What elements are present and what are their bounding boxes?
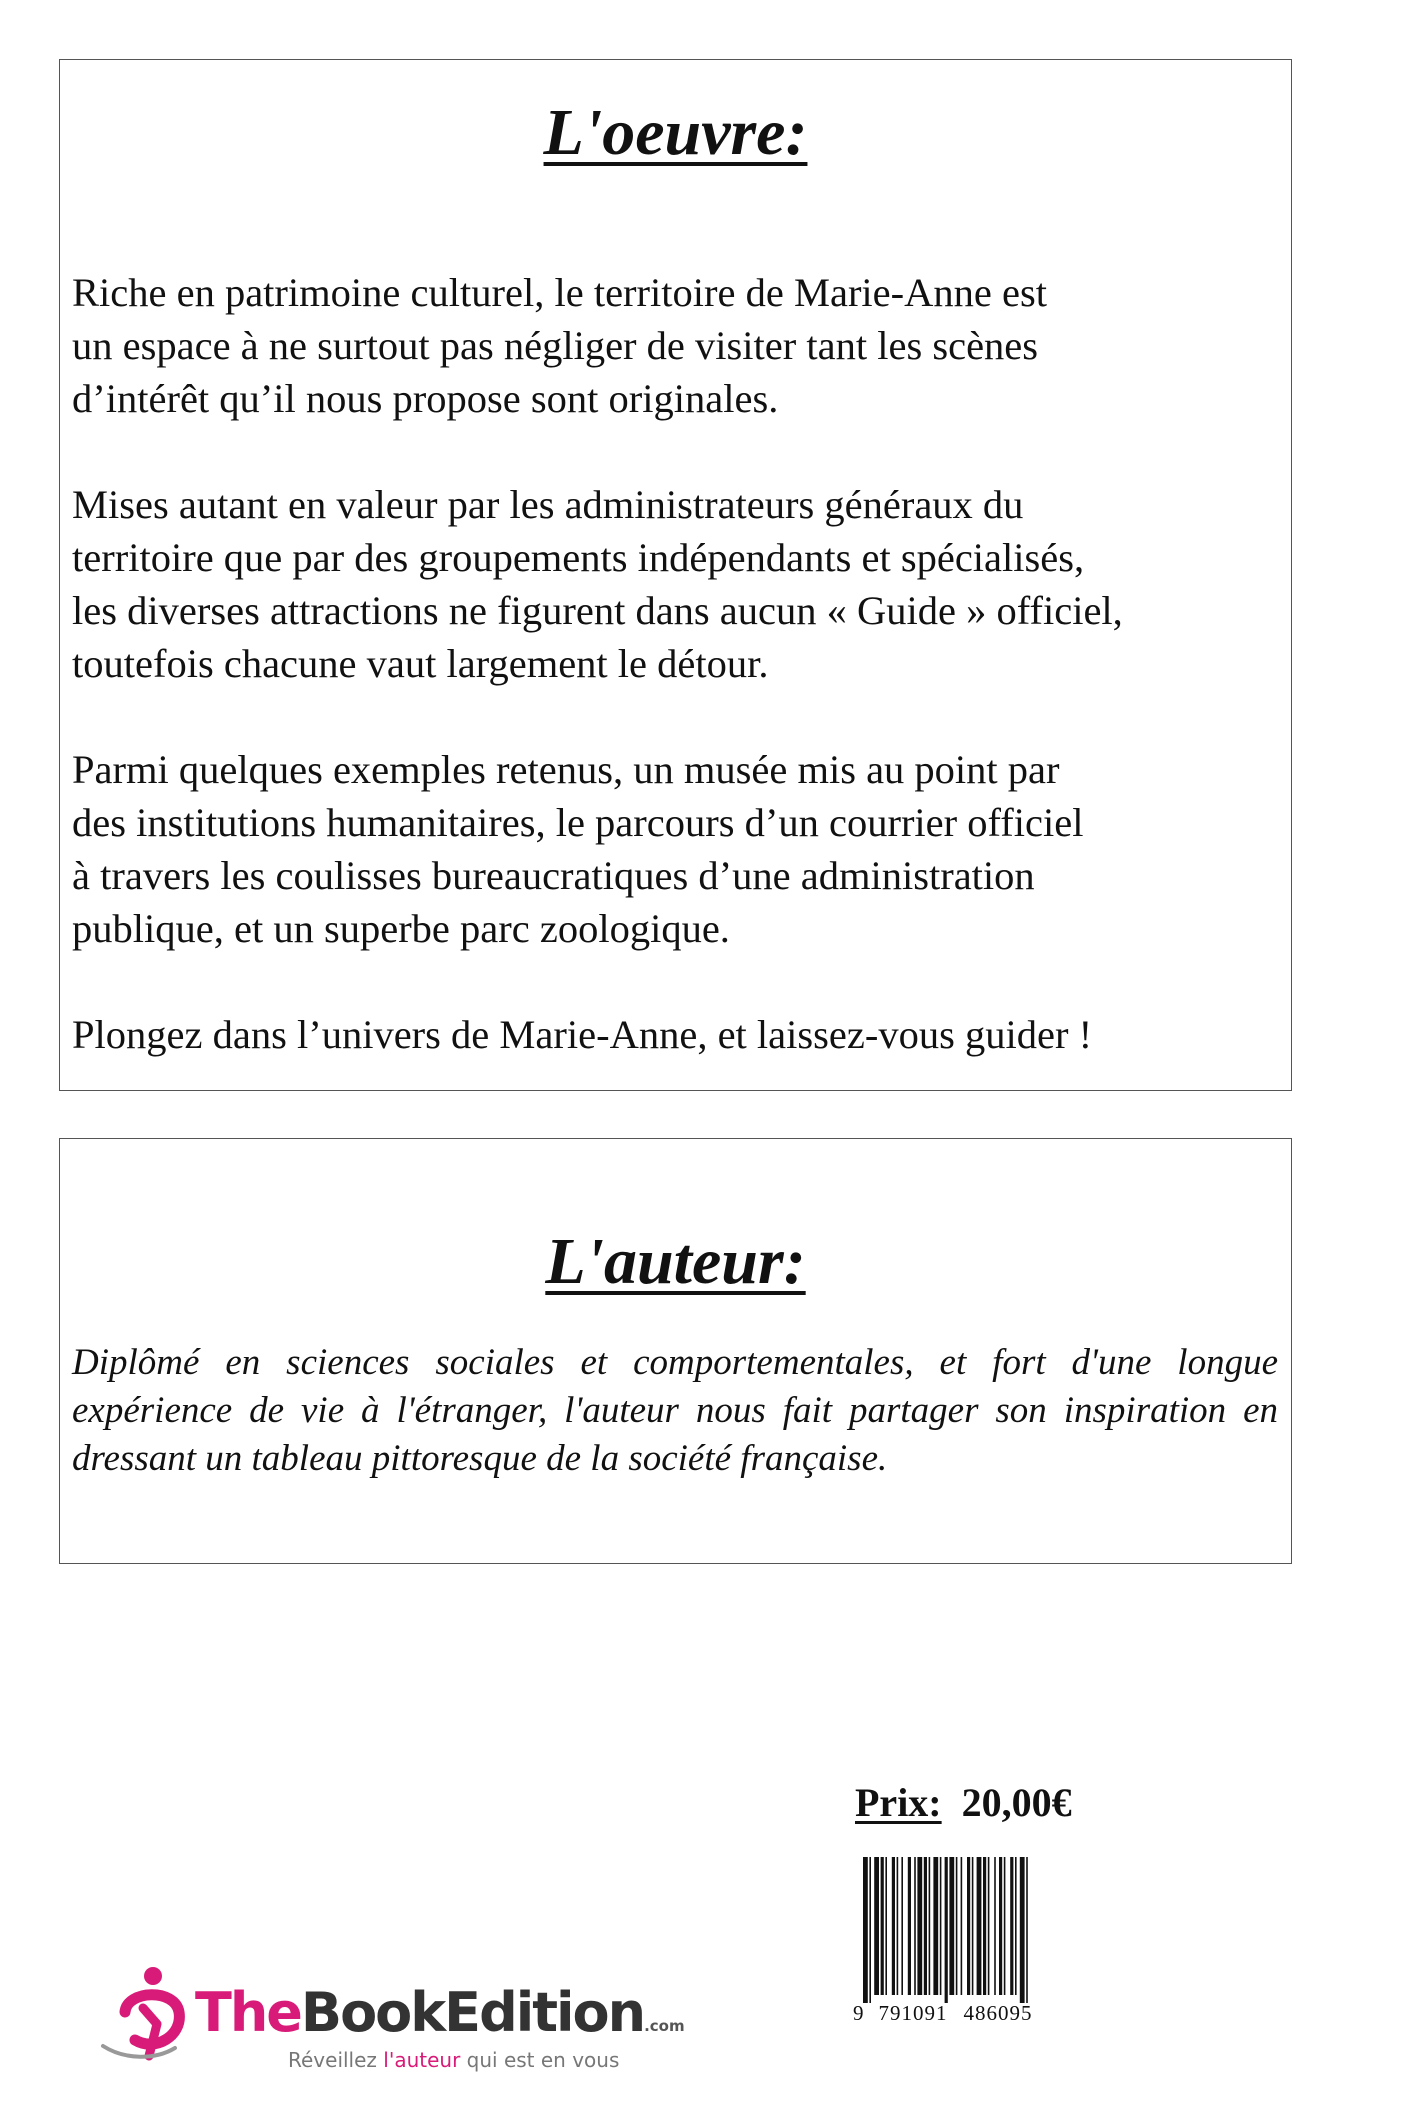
- barcode-bar: [1010, 1857, 1013, 1995]
- barcode-digit-group: 9: [853, 2001, 865, 2025]
- barcode-digit-group: 486095: [963, 2001, 1033, 2025]
- auteur-bio: Diplômé en sciences sociales et comportementales, et fort d'une longue expérience de vie à l'étranger, l'auteur nous fait partager son inspiration en dressant un tableau pittoresque de la société française.: [72, 1342, 1278, 1479]
- barcode-bar: [988, 1857, 990, 1995]
- publisher-logo: [95, 1960, 695, 2070]
- barcode-bar: [1026, 1857, 1028, 2003]
- barcode-bar: [914, 1857, 916, 1995]
- person-swirl-icon: [95, 1960, 205, 2070]
- logo-name-part1: The: [195, 1981, 301, 2044]
- barcode-bar: [949, 1857, 954, 1995]
- barcode-bar: [908, 1857, 911, 1995]
- price-value: 20,00€: [961, 1780, 1072, 1825]
- barcode-bar: [983, 1857, 986, 1995]
- barcode-bar: [885, 1857, 887, 1995]
- barcode-bar: [929, 1857, 931, 1995]
- barcode-bar: [961, 1857, 963, 1995]
- oeuvre-section: [59, 59, 1292, 1091]
- tagline-before: Réveillez: [288, 2048, 384, 2072]
- barcode-bar: [1015, 1857, 1017, 1995]
- tagline-accent: l'auteur: [383, 2048, 461, 2072]
- barcode-bar: [881, 1857, 884, 1995]
- barcode-bar: [945, 1857, 948, 2003]
- barcode-bars: [851, 1855, 1071, 2005]
- barcode-bar: [869, 1857, 871, 2003]
- barcode-bar: [917, 1857, 922, 1995]
- price-label: Prix:: [855, 1780, 942, 1825]
- oeuvre-paragraph: Parmi quelques exemples retenus, un musée mis au point par des institutions humanitaires, le parcours d’un courrier officiel à travers les coulisses bureaucratiques d’une administration publique, et un superbe parc zoologique.: [72, 747, 1084, 951]
- barcode-bar: [924, 1857, 927, 1995]
- logo-tagline: [288, 2048, 619, 2072]
- barcode-digit-group: 791091: [878, 2001, 948, 2025]
- auteur-title: L'auteur:: [545, 1225, 806, 1298]
- barcode-bar: [1004, 1857, 1006, 1995]
- oeuvre-paragraph: Plongez dans l’univers de Marie-Anne, et laissez-vous guider !: [72, 1012, 1093, 1057]
- oeuvre-title: L'oeuvre:: [543, 96, 808, 169]
- oeuvre-paragraph: Riche en patrimoine culturel, le territoire de Marie-Anne est un espace à ne surtout pas négliger de visiter tant les scènes d’intérêt qu’il nous propose sont originales.: [72, 270, 1047, 421]
- barcode-bar: [956, 1857, 958, 1995]
- auteur-section: [59, 1138, 1292, 1564]
- barcode-bar: [863, 1857, 868, 2003]
- barcode-bar: [933, 1857, 938, 1995]
- barcode-bar: [994, 1857, 996, 1995]
- barcode-bar: [874, 1857, 879, 1995]
- oeuvre-paragraph: Mises autant en valeur par les administrateurs généraux du territoire que par des groupements indépendants et spécialisés, les diverses attractions ne figurent dans aucun « Guide » officiel, toutefois chacune vaut largement le détour.: [72, 482, 1123, 686]
- logo-wordmark: [195, 1981, 685, 2044]
- barcode: [851, 1855, 1071, 2035]
- logo-suffix: .com: [644, 2017, 685, 2035]
- barcode-bar: [999, 1857, 1002, 1995]
- oeuvre-paragraphs: [72, 266, 1292, 1061]
- barcode-digits: [851, 2001, 1071, 2026]
- barcode-bar: [967, 1857, 970, 1995]
- barcode-bar: [940, 1857, 942, 1995]
- logo-name-part2: BookEdition: [300, 1981, 645, 2044]
- barcode-bar: [977, 1857, 982, 1995]
- barcode-bar: [972, 1857, 974, 1995]
- tagline-after: qui est en vous: [460, 2048, 620, 2072]
- price: [855, 1780, 1072, 1825]
- barcode-bar: [897, 1857, 899, 1995]
- barcode-bar: [892, 1857, 895, 1995]
- barcode-bar: [901, 1857, 903, 1995]
- barcode-bar: [1020, 1857, 1025, 2003]
